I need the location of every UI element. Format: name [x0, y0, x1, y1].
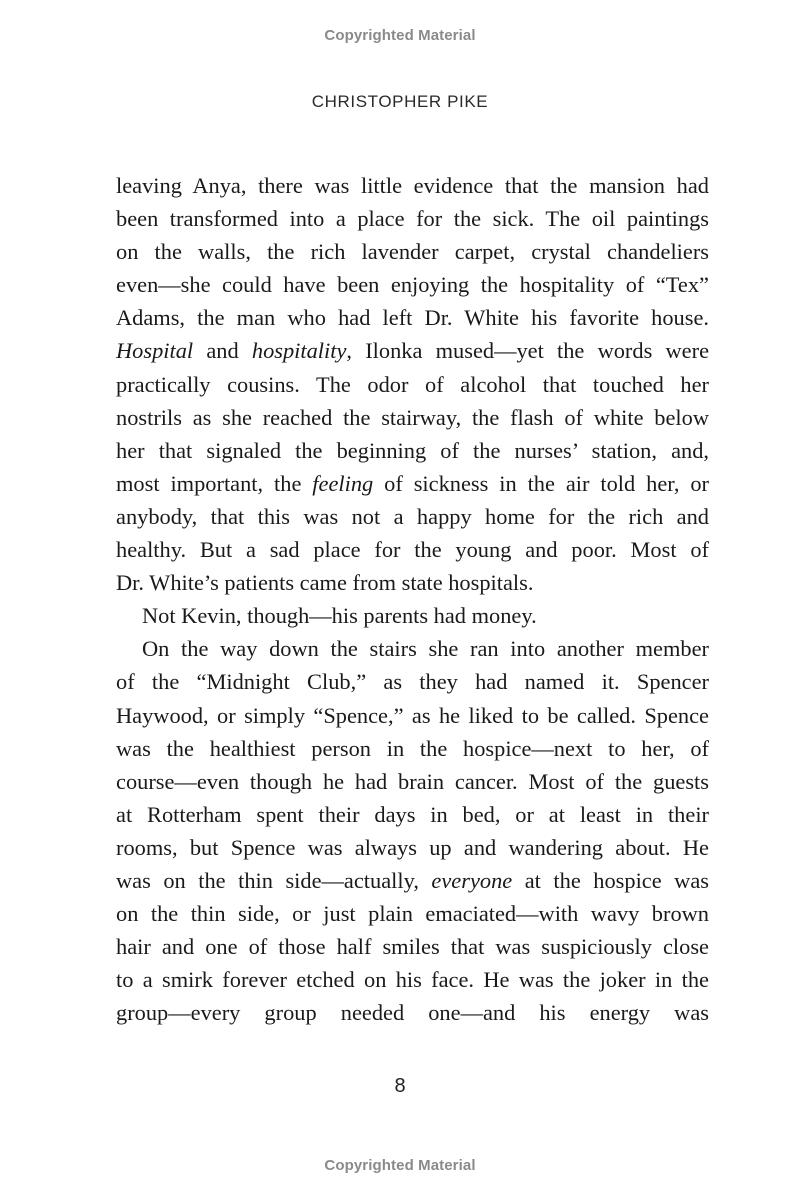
text-line: was the healthiest person in the hospice—next to her, of: [116, 735, 709, 761]
italic-word: hospitality: [251, 338, 347, 364]
text-line: her that signaled the beginning of the nurses’ station, and,: [116, 437, 709, 463]
text-line: on the walls, the rich lavender carpet, crystal chandeliers: [116, 239, 709, 265]
page-number: 8: [394, 1075, 406, 1097]
copyright-watermark-bottom: Copyrighted Material: [324, 1157, 476, 1174]
text-line: even—she could have been enjoying the hospitality of “Tex”: [116, 272, 709, 298]
text-line: Dr. White’s patients came from state hospitals.: [116, 570, 534, 596]
text-line: to a smirk forever etched on his face. He was the joker in the: [116, 967, 709, 993]
text-line: anybody, that this was not a happy home for the rich and: [116, 503, 709, 529]
text-line: Haywood, or simply “Spence,” as he liked to be called. Spence: [116, 702, 709, 728]
text-line: been transformed into a place for the sick. The oil paintings: [116, 206, 709, 232]
text-line: nostrils as she reached the stairway, the flash of white below: [116, 404, 709, 430]
text-line: On the way down the stairs she ran into another member: [142, 636, 709, 662]
text-line: leaving Anya, there was little evidence that the mansion had: [116, 173, 709, 198]
text-line: Not Kevin, though—his parents had money.: [142, 603, 537, 629]
italic-word: feeling: [312, 470, 374, 496]
text-line: of the “Midnight Club,” as they had named it. Spencer: [116, 669, 709, 695]
text-line: on the thin side, or just plain emaciated—with wavy brown: [116, 901, 709, 927]
text-line: practically cousins. The odor of alcohol that touched her: [116, 371, 709, 397]
text-line: was on the thin side—actually, everyone at the hospice was: [116, 867, 709, 893]
italic-word: Hospital: [116, 338, 194, 364]
running-head-author: CHRISTOPHER PIKE: [311, 92, 489, 111]
text-line: healthy. But a sad place for the young and poor. Most of: [116, 537, 709, 563]
text-line: group—every group needed one—and his energy was: [116, 1000, 709, 1026]
text-line: course—even though he had brain cancer. Most of the guests: [116, 768, 709, 794]
text-line: Adams, the man who had left Dr. White his favorite house.: [116, 305, 709, 331]
text-line: at Rotterham spent their days in bed, or at least in their: [116, 801, 709, 827]
body-text: [116, 169, 709, 1029]
text-line: most important, the feeling of sickness in the air told her, or: [116, 470, 709, 496]
text-line: Hospital and hospitality, Ilonka mused—yet the words were: [116, 338, 710, 364]
copyright-watermark-top: Copyrighted Material: [324, 27, 476, 44]
text-line: rooms, but Spence was always up and wandering about. He: [116, 834, 709, 860]
text-line: hair and one of those half smiles that was suspiciously close: [116, 934, 709, 960]
italic-word: everyone: [431, 867, 513, 893]
